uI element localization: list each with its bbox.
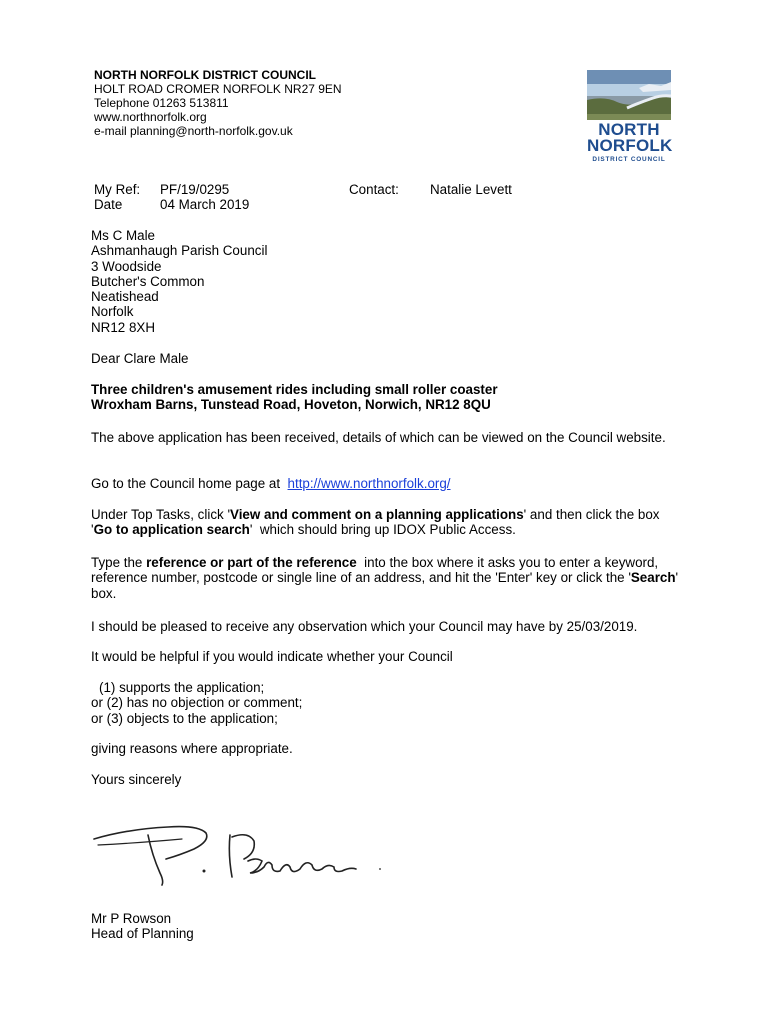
my-ref-value: PF/19/0295	[160, 182, 230, 197]
text-segment: Type the	[91, 555, 147, 570]
contact-value: Natalie Levett	[430, 182, 512, 197]
logo-word-north: NORTH	[598, 120, 660, 139]
paragraph-home-page	[91, 476, 681, 491]
council-website-link[interactable]: http://www.northnorfolk.org/	[287, 476, 451, 491]
emphasis-text: View and comment on a planning applications	[230, 507, 524, 522]
signatory-name: Mr P Rowson	[91, 911, 172, 926]
salutation: Dear Clare Male	[91, 351, 189, 366]
recipient-address	[91, 228, 267, 335]
address-line: Neatishead	[91, 289, 159, 305]
signatory	[91, 911, 681, 942]
handwritten-signature	[88, 815, 398, 890]
text-segment: into the box where it asks you to enter a keyword, reference number, postcode or single line of an address, and hit the 'Enter' key or click the '	[91, 555, 662, 586]
address-line: Ashmanhaugh Parish Council	[91, 243, 268, 259]
subject	[91, 382, 681, 413]
logo-subtitle: DISTRICT COUNCIL	[592, 156, 666, 163]
closing: Yours sincerely	[91, 772, 182, 787]
paragraph-observation-deadline: I should be pleased to receive any observation which your Council may have by 25/03/2019.	[91, 619, 638, 634]
address-line: NR12 8XH	[91, 319, 156, 335]
subject-line-2: Wroxham Barns, Tunstead Road, Hoveton, Norwich, NR12 8QU	[91, 397, 491, 413]
council-email: e-mail planning@north-norfolk.gov.uk	[94, 124, 293, 138]
text-segment: ' which should bring up IDOX Public Access.	[249, 522, 516, 538]
my-ref-label: My Ref:	[94, 182, 141, 197]
option-item: or (2) has no objection or comment;	[91, 695, 303, 711]
council-logo	[587, 70, 671, 162]
paragraph-top-tasks	[91, 507, 681, 538]
text-segment: Under Top Tasks, click '	[91, 507, 230, 522]
text-segment: ' box.	[91, 570, 679, 601]
coastline-logo-image	[587, 70, 671, 120]
paragraph-reasons: giving reasons where appropriate.	[91, 741, 293, 756]
address-line: Butcher's Common	[91, 273, 205, 289]
address-line: Norfolk	[91, 304, 134, 320]
council-address: HOLT ROAD CROMER NORFOLK NR27 9EN	[94, 82, 342, 96]
address-line: 3 Woodside	[91, 258, 162, 274]
council-website: www.northnorfolk.org	[94, 110, 207, 124]
home-page-text: Go to the Council home page at	[91, 476, 288, 491]
paragraph-type-reference	[91, 555, 681, 601]
date-label: Date	[94, 197, 123, 212]
emphasis-text: Search	[630, 570, 676, 586]
text-segment: ' and then click the box '	[91, 507, 660, 538]
signatory-title: Head of Planning	[91, 926, 194, 942]
council-telephone: Telephone 01263 513811	[94, 96, 229, 110]
letterhead	[94, 68, 342, 138]
address-line: Ms C Male	[91, 228, 155, 243]
logo-word-norfolk: NORFOLK	[587, 136, 673, 155]
emphasis-text: Go to application search	[93, 522, 250, 538]
subject-line-1: Three children's amusement rides including small roller coaster	[91, 382, 498, 397]
paragraph-received: The above application has been received, details of which can be viewed on the Council website.	[91, 430, 666, 445]
option-item: (1) supports the application;	[99, 680, 265, 695]
emphasis-text: reference or part of the reference	[146, 555, 357, 570]
paragraph-indicate: It would be helpful if you would indicate whether your Council	[91, 649, 453, 664]
option-item: or (3) objects to the application;	[91, 710, 278, 726]
contact-label: Contact:	[349, 182, 399, 197]
council-name: NORTH NORFOLK DISTRICT COUNCIL	[94, 68, 316, 82]
options-list	[91, 680, 681, 726]
date-value: 04 March 2019	[160, 197, 250, 212]
